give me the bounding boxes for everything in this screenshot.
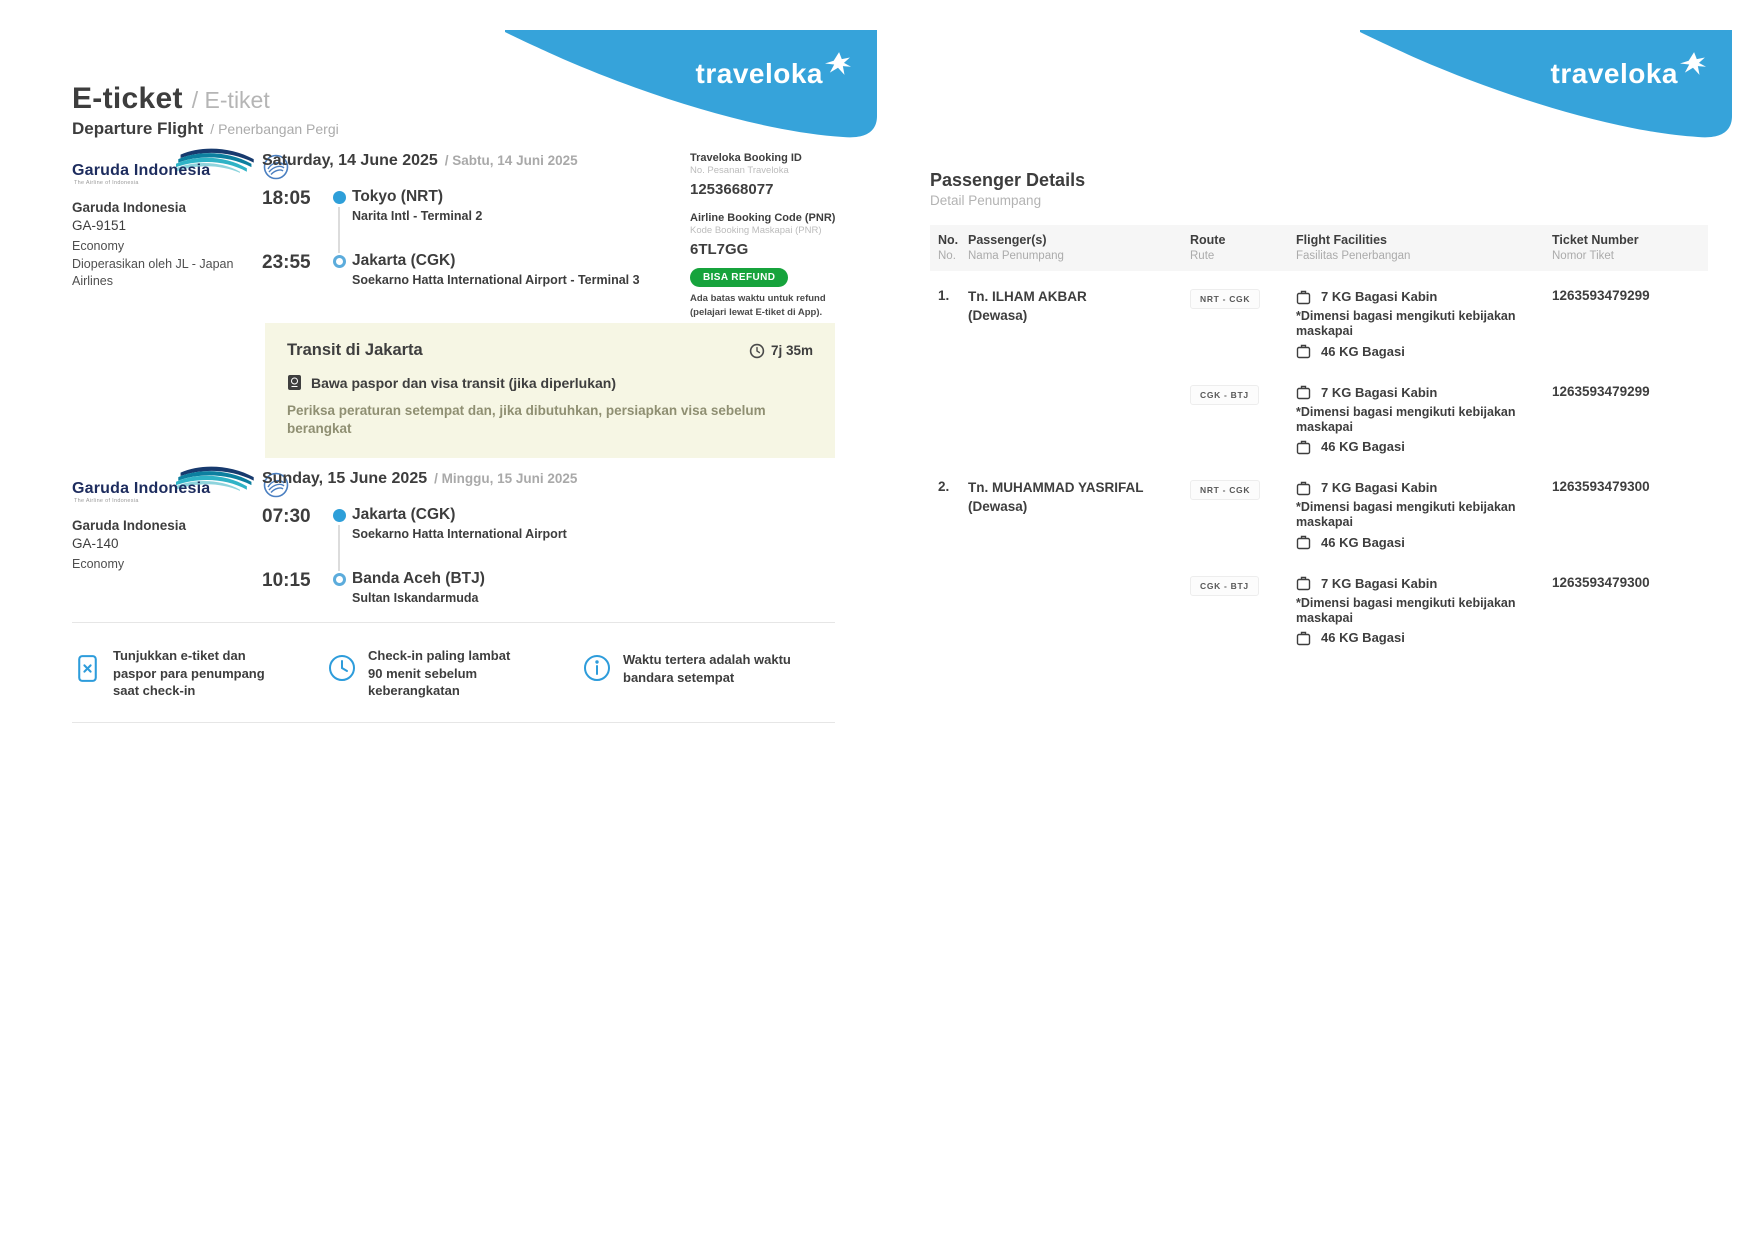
checked-baggage-text: 46 KG Bagasi [1321,343,1405,359]
clock-icon [749,343,765,359]
luggage-icon [1296,575,1311,591]
footnote-1: Tunjukkan e-tiket dan paspor para penumpang saat check-in [113,648,265,699]
arrival-airport: Sultan Iskandarmuda [352,591,479,605]
traveloka-wordmark: traveloka [695,58,823,89]
header-ticket [1552,233,1708,262]
cabin-baggage-text: 7 KG Bagasi Kabin [1321,575,1438,591]
flight-number: GA-9151 [72,218,127,234]
transit-note-text: Bawa paspor dan visa transit (jika diperlukan) [311,374,616,391]
header-facilities-en: Flight Facilities [1296,233,1387,247]
header-ticket-en: Ticket Number [1552,233,1639,247]
passport-icon [287,374,302,391]
passenger-details-title-block [930,170,1085,208]
checked-baggage-line [1296,438,1552,455]
footnotes-row [72,645,835,725]
header-no-en: No. [938,233,959,247]
flight-date-en: Sunday, 15 June 2025 [262,470,428,487]
arrival-place [352,570,485,605]
checked-baggage-text: 46 KG Bagasi [1321,439,1405,454]
route-badge: CGK - BTJ [1190,385,1259,405]
departure-dot-icon [333,191,346,204]
refund-note: Ada batas waktu untuk refund (pelajari lewat E-tiket di App). [690,293,826,319]
header-passenger-id: Nama Penumpang [968,250,1064,262]
transit-title: Transit di Jakarta [287,341,423,359]
luggage-icon [1296,480,1311,496]
page-title: E-ticket [72,82,183,115]
pnr-label: Airline Booking Code (PNR) [690,212,836,224]
flight-number: GA-140 [72,536,119,552]
traveloka-bird-icon [1680,52,1706,76]
transit-duration-text: 7j 35m [770,343,813,358]
checked-baggage-line [1296,534,1552,551]
header-facilities-id: Fasilitas Penerbangan [1296,250,1411,262]
passenger-table [930,225,1708,670]
header-passenger [968,233,1190,262]
header-ticket-id: Nomor Tiket [1552,250,1614,262]
header-route-en: Route [1190,233,1226,247]
passenger-name [968,288,1190,479]
route-badge: NRT - CGK [1190,480,1260,500]
luggage-icon [1296,384,1311,400]
passenger-number: 2. [938,479,950,494]
operated-by: Dioperasikan oleh JL - Japan Airlines [72,257,234,289]
luggage-icon [1296,439,1311,455]
ticket-number: 1263593479299 [1552,383,1650,399]
transit-description: Periksa peraturan setempat dan, jika dibutuhkan, persiapkan visa sebelum berangkat [287,403,766,437]
booking-info [690,152,860,321]
arrival-dot-icon [333,573,346,586]
ticket-number: 1263593479299 [1552,288,1650,303]
arrival-place [352,252,640,287]
flight-facility-row [1190,575,1708,647]
airline-info [72,517,250,573]
airline-name: Garuda Indonesia [72,518,187,533]
transit-passport-note [287,374,813,391]
baggage-note: *Dimensi bagasi mengikuti kebijakan maskapai [1296,500,1516,530]
passenger-flights [1190,288,1708,479]
divider [72,622,835,623]
cabin-class: Economy [72,239,125,254]
pnr-label-alt: Kode Booking Maskapai (PNR) [690,225,822,236]
header-route [1190,233,1296,262]
divider [72,722,835,723]
arrival-city: Jakarta (CGK) [352,252,456,269]
page-subtitle: Departure Flight [72,119,204,138]
facilities-cell [1296,288,1552,360]
flight-segment-1 [72,147,835,327]
route-cell [1190,479,1296,551]
traveloka-header-swoosh [505,30,877,142]
timeline-connector [338,525,340,571]
flight-date-id: / Minggu, 15 Juni 2025 [434,471,578,486]
arrival-dot-icon [333,255,346,268]
route-cell [1190,575,1296,647]
departure-time: 07:30 [262,506,311,527]
garuda-tagline: The Airline of Indonesia [74,498,139,504]
cabin-baggage-line [1296,575,1552,592]
route-cell [1190,384,1296,456]
arrival-time: 10:15 [262,570,311,591]
refund-status-badge: BISA REFUND [690,268,788,287]
traveloka-bird-icon [825,52,851,76]
booking-id-value: 1253668077 [690,181,774,198]
checked-baggage-text: 46 KG Bagasi [1321,630,1405,645]
checked-baggage-text: 46 KG Bagasi [1321,534,1405,550]
header-no-id: No. [938,250,956,262]
passenger-number: 1. [938,288,950,303]
route-badge: CGK - BTJ [1190,576,1259,596]
route-badge: NRT - CGK [1190,289,1260,309]
transit-duration [749,343,813,359]
luggage-icon [1296,534,1311,550]
garuda-tagline: The Airline of Indonesia [74,180,139,186]
departure-place [352,188,482,223]
cabin-baggage-text: 7 KG Bagasi Kabin [1321,384,1438,400]
airline-info [72,199,250,290]
header-passenger-en: Passenger(s) [968,233,1047,247]
baggage-note: *Dimensi bagasi mengikuti kebijakan maskapai [1296,309,1516,339]
flight-facility-row [1190,479,1708,551]
baggage-note: *Dimensi bagasi mengikuti kebijakan maskapai [1296,404,1516,434]
booking-id-label: Traveloka Booking ID [690,152,802,164]
passenger-flights [1190,479,1708,670]
facilities-cell [1296,479,1552,551]
passenger-table-header [930,225,1708,271]
flight-segment-2 [72,465,835,645]
baggage-note: *Dimensi bagasi mengikuti kebijakan maskapai [1296,595,1516,625]
eticket-icon [74,653,101,684]
page-subtitle-alt: / Penerbangan Pergi [210,121,339,137]
info-icon [582,653,612,683]
cabin-class: Economy [72,557,125,572]
passenger-type: (Dewasa) [968,307,1028,323]
footnote-3: Waktu tertera adalah waktu bandara setempat [623,652,791,685]
passenger-name [968,479,1190,670]
header-facilities [1296,233,1552,262]
traveloka-wordmark: traveloka [1550,58,1678,89]
footnote-2: Check-in paling lambat 90 menit sebelum keberangkatan [368,648,511,699]
passenger-table-body [930,271,1708,670]
ticket-number: 1263593479300 [1552,479,1650,494]
departure-city: Tokyo (NRT) [352,188,443,205]
cabin-baggage-line [1296,384,1552,401]
arrival-time: 23:55 [262,252,311,273]
page-title-alt: / E-tiket [191,87,270,113]
departure-dot-icon [333,509,346,522]
arrival-airport: Soekarno Hatta International Airport - Terminal 3 [352,273,640,287]
checked-baggage-line [1296,343,1552,360]
page-title-block [72,82,339,139]
cabin-baggage-line [1296,479,1552,496]
header-route-id: Rute [1190,250,1215,262]
pnr-value: 6TL7GG [690,241,749,258]
passenger-type: (Dewasa) [968,498,1028,514]
cabin-baggage-line [1296,288,1552,305]
flight-date-en: Saturday, 14 June 2025 [262,152,438,169]
departure-city: Jakarta (CGK) [352,506,456,523]
checkin-clock-icon [327,653,357,683]
luggage-icon [1296,343,1311,359]
passenger-name-text: Tn. ILHAM AKBAR [968,289,1087,304]
cabin-baggage-text: 7 KG Bagasi Kabin [1321,289,1438,304]
passenger-name-text: Tn. MUHAMMAD YASRIFAL [968,480,1144,495]
traveloka-logo [696,60,851,88]
passenger-details-title: Passenger Details [930,170,1086,190]
flight-date-id: / Sabtu, 14 Juni 2025 [444,153,578,168]
airline-name: Garuda Indonesia [72,200,187,215]
ticket-number: 1263593479300 [1552,574,1650,590]
passenger-details-title-alt: Detail Penumpang [930,193,1042,208]
luggage-icon [1296,630,1311,646]
flight-date [262,152,578,170]
departure-place [352,506,567,541]
facilities-cell [1296,575,1552,647]
cabin-baggage-text: 7 KG Bagasi Kabin [1321,480,1438,495]
flight-date [262,470,577,488]
departure-time: 18:05 [262,188,311,209]
traveloka-header-swoosh [1360,30,1732,142]
luggage-icon [1296,289,1311,305]
route-cell [1190,288,1296,360]
departure-airport: Narita Intl - Terminal 2 [352,209,483,223]
table-row [930,288,1708,479]
facilities-cell [1296,384,1552,456]
garuda-wordmark: Garuda Indonesia [72,162,211,179]
timeline-connector [338,207,340,253]
departure-airport: Soekarno Hatta International Airport [352,527,567,541]
arrival-city: Banda Aceh (BTJ) [352,570,485,587]
garuda-wordmark: Garuda Indonesia [72,480,211,497]
booking-id-label-alt: No. Pesanan Traveloka [690,165,789,176]
flight-facility-row [1190,288,1708,360]
flight-facility-row [1190,384,1708,456]
header-no [930,233,968,262]
table-row [930,479,1708,670]
transit-info-box [265,323,835,458]
traveloka-logo [1551,60,1706,88]
checked-baggage-line [1296,629,1552,646]
